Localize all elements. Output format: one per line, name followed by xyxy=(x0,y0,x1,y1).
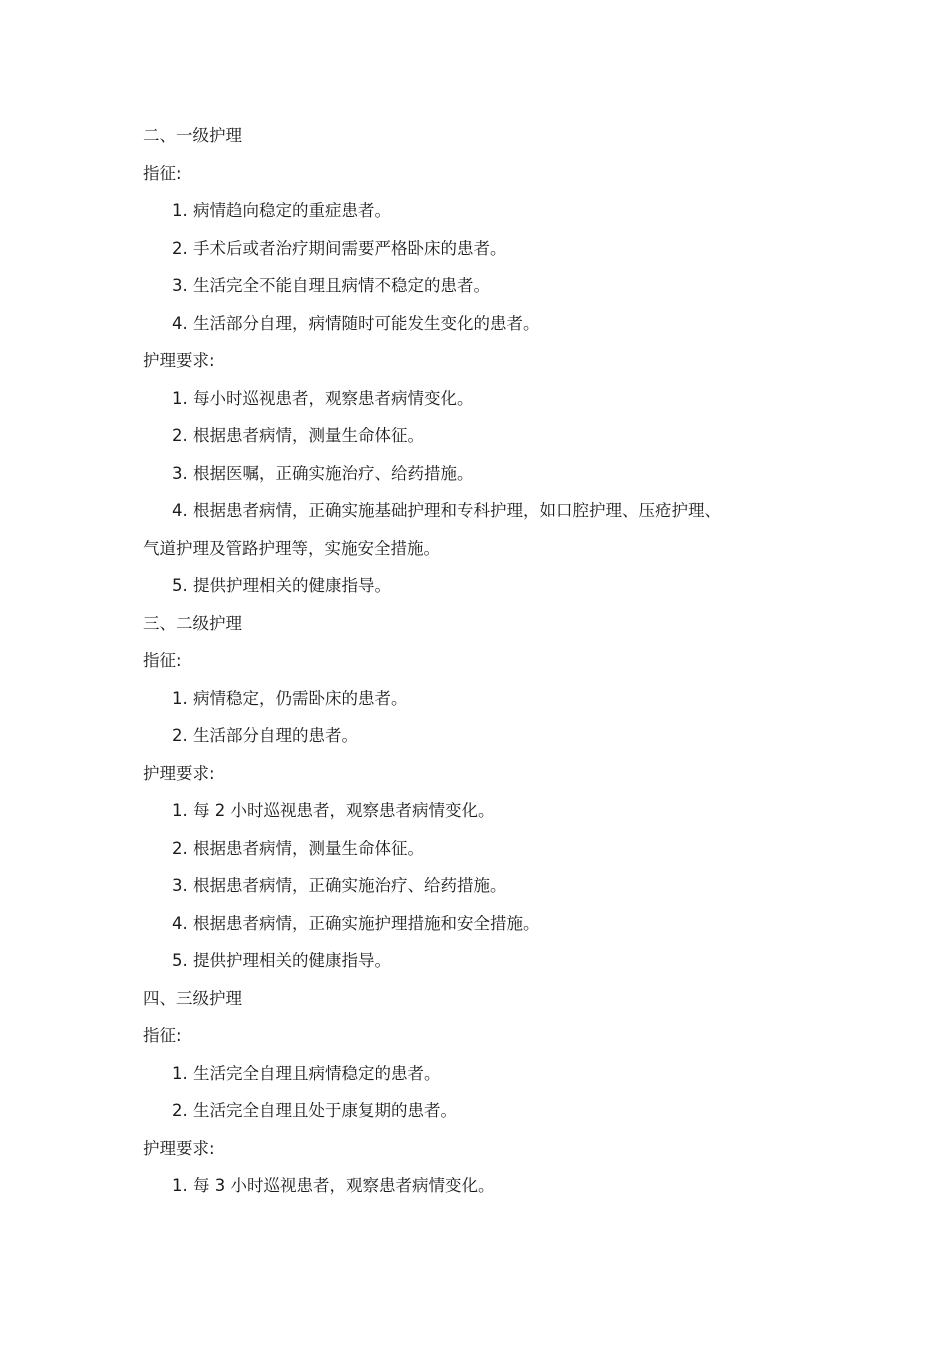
indications-label: 指征: xyxy=(143,651,182,670)
list-item: 1. 病情稳定，仍需卧床的患者。 xyxy=(172,688,408,708)
document-body xyxy=(143,117,823,1205)
list-item: 2. 根据患者病情，测量生命体征。 xyxy=(172,426,424,445)
list-item: 4. 根据患者病情，正确实施基础护理和专科护理，如口腔护理、压疮护理、 xyxy=(172,501,721,520)
indications-label: 指征: xyxy=(143,1026,182,1045)
list-item: 5. 提供护理相关的健康指导。 xyxy=(172,576,391,595)
requirements-label: 护理要求: xyxy=(143,1138,215,1158)
list-item: 4. 根据患者病情，正确实施护理措施和安全措施。 xyxy=(172,913,540,933)
indications-label: 指征: xyxy=(143,163,182,183)
requirements-label: 护理要求: xyxy=(143,351,215,370)
section-heading-level-3: 四、三级护理 xyxy=(143,988,242,1008)
requirements-label: 护理要求: xyxy=(143,763,215,783)
section-heading-level-2: 三、二级护理 xyxy=(143,613,242,633)
list-item: 1. 每 2 小时巡视患者，观察患者病情变化。 xyxy=(172,801,495,820)
list-item: 2. 生活完全自理且处于康复期的患者。 xyxy=(172,1101,457,1120)
list-item: 1. 生活完全自理且病情稳定的患者。 xyxy=(172,1063,441,1083)
list-item: 2. 根据患者病情，测量生命体征。 xyxy=(172,838,424,858)
section-heading-level-1: 二、一级护理 xyxy=(143,126,242,145)
list-item: 2. 生活部分自理的患者。 xyxy=(172,726,358,745)
list-item-continuation: 气道护理及管路护理等，实施安全措施。 xyxy=(143,538,440,558)
list-item: 3. 根据患者病情，正确实施治疗、给药措施。 xyxy=(172,876,507,895)
list-item: 1. 每小时巡视患者，观察患者病情变化。 xyxy=(172,388,474,408)
list-item: 5. 提供护理相关的健康指导。 xyxy=(172,951,391,970)
list-item: 2. 手术后或者治疗期间需要严格卧床的患者。 xyxy=(172,238,507,258)
list-item: 3. 根据医嘱，正确实施治疗、给药措施。 xyxy=(172,463,474,483)
list-item: 3. 生活完全不能自理且病情不稳定的患者。 xyxy=(172,276,490,295)
list-item: 1. 病情趋向稳定的重症患者。 xyxy=(172,201,391,220)
list-item: 4. 生活部分自理，病情随时可能发生变化的患者。 xyxy=(172,313,540,333)
list-item: 1. 每 3 小时巡视患者，观察患者病情变化。 xyxy=(172,1176,495,1195)
